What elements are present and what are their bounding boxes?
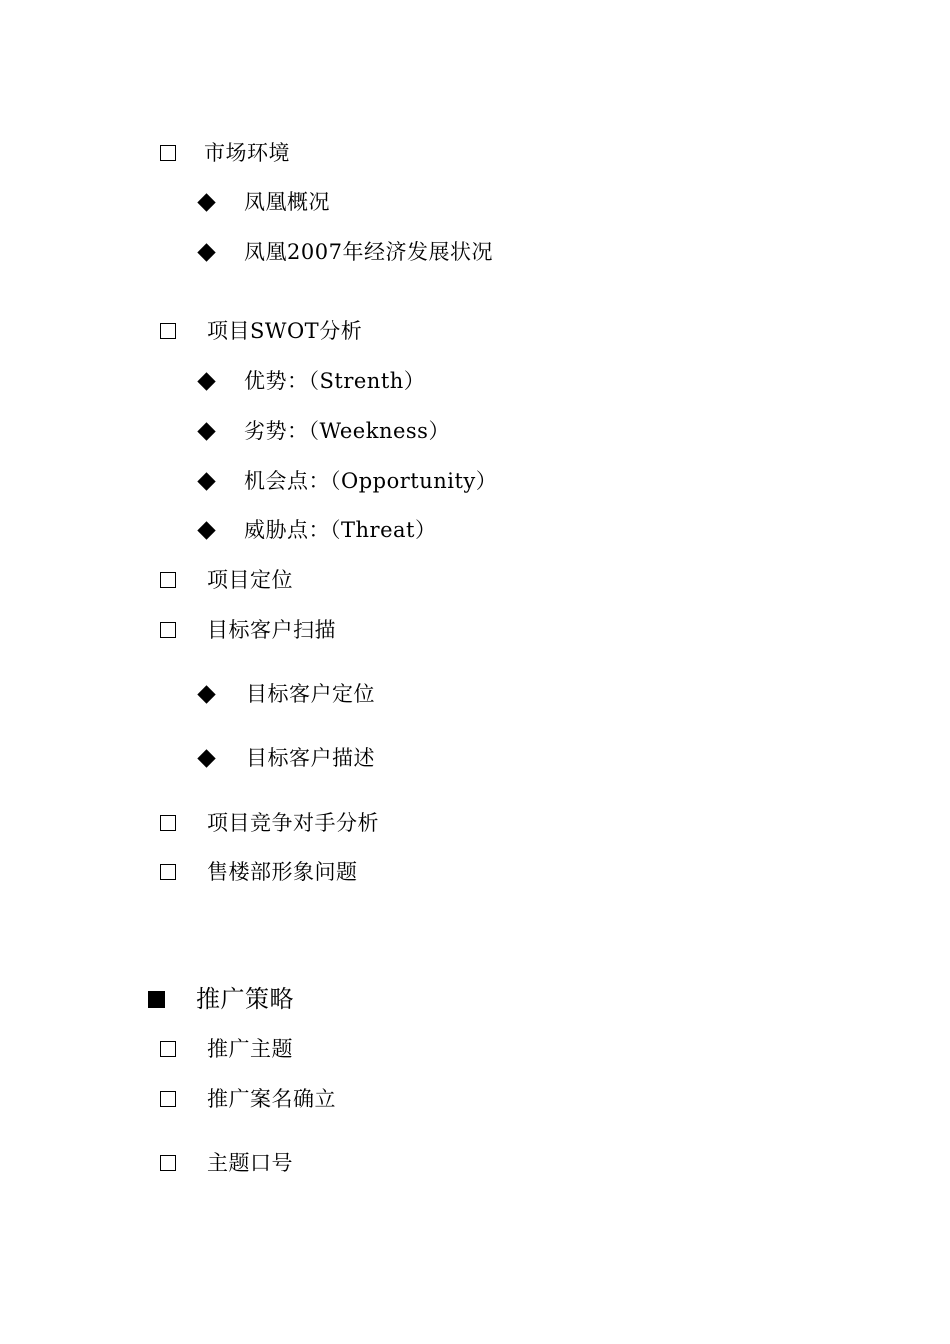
list-item-project-name <box>160 1084 336 1114</box>
hollow-square-icon <box>160 1091 176 1107</box>
list-item-strength <box>198 366 425 396</box>
list-item-label: 主题口号 <box>207 1151 293 1175</box>
list-item-label: 机会点：（Opportunity） <box>244 469 498 493</box>
list-item-opportunity <box>198 466 497 496</box>
diamond-icon <box>197 521 215 539</box>
diamond-icon <box>197 193 215 211</box>
list-item-label: 项目定位 <box>207 568 293 592</box>
hollow-square-icon <box>160 145 176 161</box>
list-item-fenghuang-overview <box>198 187 330 217</box>
hollow-square-icon <box>160 1155 176 1171</box>
list-item-label: 劣势：（Weekness） <box>244 419 450 443</box>
section-heading-promotion-strategy <box>148 984 294 1014</box>
hollow-square-icon <box>160 323 176 339</box>
diamond-icon <box>197 243 215 261</box>
list-item-label: 优势：（Strenth） <box>244 369 426 393</box>
hollow-square-icon <box>160 1041 176 1057</box>
list-item-slogan <box>160 1148 293 1178</box>
list-item-market-environment <box>160 138 290 168</box>
list-item-competitor-analysis <box>160 808 379 838</box>
hollow-square-icon <box>160 572 176 588</box>
hollow-square-icon <box>160 622 176 638</box>
diamond-icon <box>197 472 215 490</box>
list-item-label: 市场环境 <box>204 141 290 165</box>
list-item-label: 项目SWOT分析 <box>207 319 363 343</box>
list-item-label: 目标客户描述 <box>246 746 375 770</box>
filled-square-icon <box>148 991 165 1008</box>
list-item-target-customer-scan <box>160 615 336 645</box>
list-item-swot <box>160 316 362 346</box>
list-item-sales-office-image <box>160 857 358 887</box>
list-item-threat <box>198 515 436 545</box>
list-item-target-customer-description <box>198 743 375 773</box>
diamond-icon <box>197 422 215 440</box>
list-item-label: 项目竞争对手分析 <box>207 811 379 835</box>
list-item-fenghuang-economy <box>198 237 493 267</box>
list-item-positioning <box>160 565 293 595</box>
hollow-square-icon <box>160 864 176 880</box>
diamond-icon <box>197 372 215 390</box>
list-item-label: 推广主题 <box>207 1037 293 1061</box>
list-item-target-customer-positioning <box>198 679 375 709</box>
list-item-promotion-theme <box>160 1034 293 1064</box>
diamond-icon <box>197 685 215 703</box>
list-item-label: 凤凰2007年经济发展状况 <box>244 240 493 264</box>
list-item-label: 威胁点：（Threat） <box>244 518 437 542</box>
list-item-label: 推广案名确立 <box>207 1087 336 1111</box>
section-heading-label: 推广策略 <box>196 985 294 1013</box>
list-item-label: 目标客户定位 <box>246 682 375 706</box>
hollow-square-icon <box>160 815 176 831</box>
diamond-icon <box>197 749 215 767</box>
list-item-label: 售楼部形象问题 <box>207 860 358 884</box>
list-item-weakness <box>198 416 450 446</box>
list-item-label: 目标客户扫描 <box>207 618 336 642</box>
list-item-label: 凤凰概况 <box>244 190 330 214</box>
